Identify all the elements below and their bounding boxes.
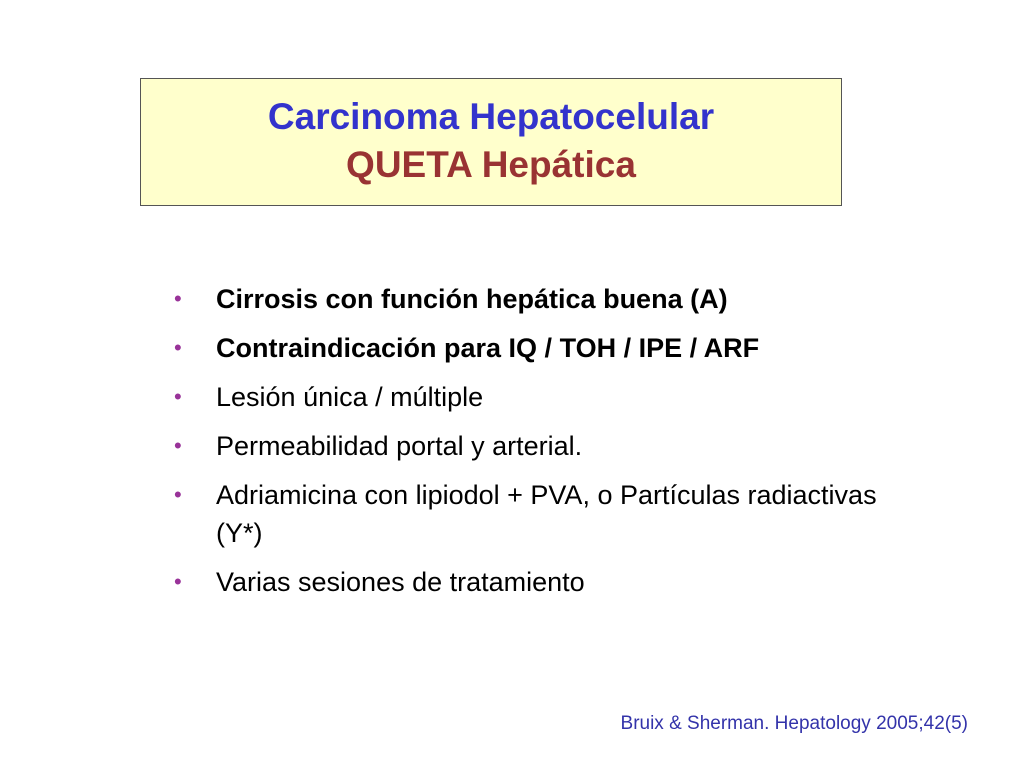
bullet-list bbox=[172, 280, 972, 612]
bullet-item bbox=[172, 427, 972, 465]
bullet-text: Cirrosis con función hepática buena (A) bbox=[216, 284, 728, 314]
bullet-item bbox=[172, 563, 972, 601]
slide-subtitle: QUETA Hepática bbox=[346, 144, 636, 185]
bullet-marker-icon: • bbox=[174, 384, 182, 409]
bullet-text: Contraindicación para IQ / TOH / IPE / ARF bbox=[216, 333, 760, 363]
bullet-marker-icon: • bbox=[174, 482, 182, 507]
bullet-text: Adriamicina con lipiodol + PVA, o Partículas radiactivas (Y*) bbox=[216, 480, 877, 548]
bullet-item bbox=[172, 476, 916, 552]
title-box bbox=[140, 78, 842, 206]
bullet-marker-icon: • bbox=[174, 335, 182, 360]
bullet-text: Lesión única / múltiple bbox=[216, 382, 484, 412]
bullet-marker-icon: • bbox=[174, 433, 182, 458]
citation: Bruix & Sherman. Hepatology 2005;42(5) bbox=[620, 713, 968, 734]
bullet-text: Varias sesiones de tratamiento bbox=[216, 567, 585, 597]
bullet-item bbox=[172, 329, 972, 367]
bullet-text: Permeabilidad portal y arterial. bbox=[216, 431, 583, 461]
slide-title: Carcinoma Hepatocelular bbox=[267, 96, 715, 137]
bullet-marker-icon: • bbox=[174, 569, 182, 594]
bullet-marker-icon: • bbox=[174, 286, 182, 311]
bullet-item bbox=[172, 378, 972, 416]
bullet-item bbox=[172, 280, 972, 318]
